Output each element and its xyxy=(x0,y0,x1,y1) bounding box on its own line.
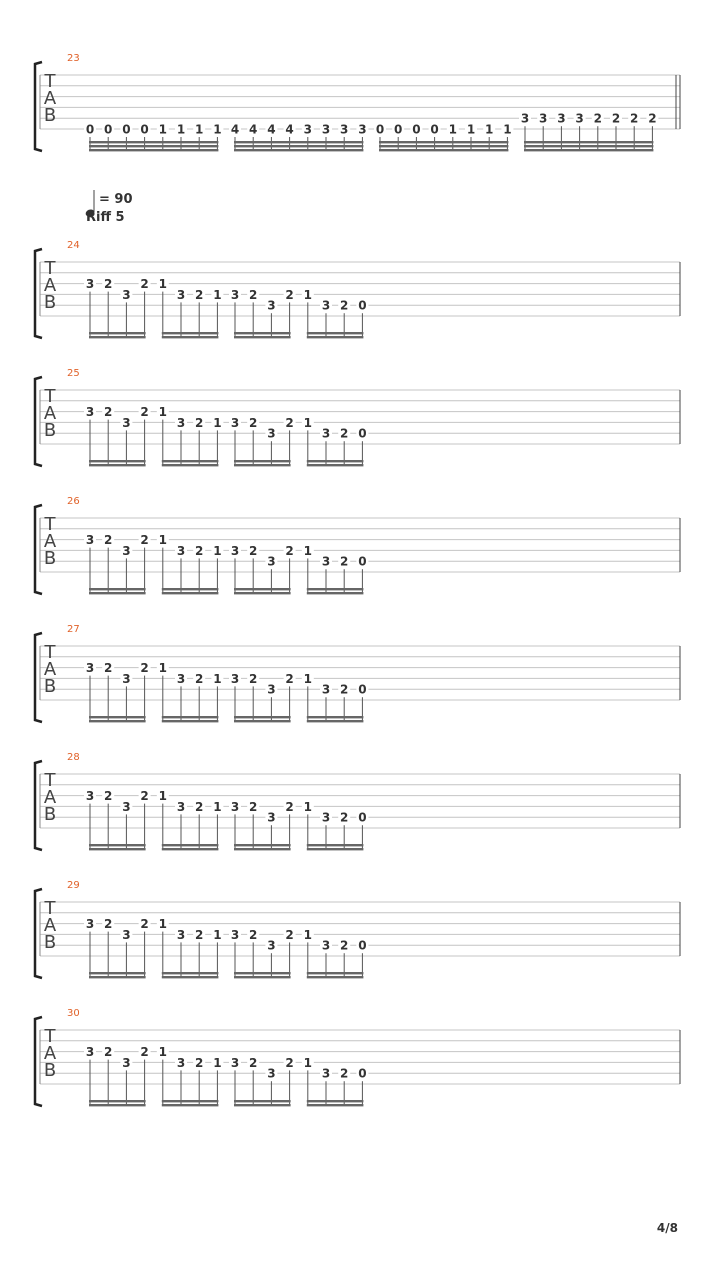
fret-number: 3 xyxy=(267,298,276,313)
fret-number: 2 xyxy=(340,1066,349,1081)
note-beam xyxy=(162,588,219,590)
note-beam xyxy=(234,460,291,462)
fret-number: 3 xyxy=(267,810,276,825)
fret-number: 3 xyxy=(303,122,312,137)
fret-number: 2 xyxy=(195,415,204,430)
note-beam xyxy=(89,592,146,594)
fret-number: 2 xyxy=(285,1055,294,1070)
fret-number: 1 xyxy=(466,122,476,137)
fret-number: 2 xyxy=(104,533,113,548)
note-beam xyxy=(162,976,219,978)
fret-number: 1 xyxy=(158,917,167,932)
note-beam xyxy=(89,972,146,974)
fret-number: 2 xyxy=(340,426,349,441)
fret-number: 4 xyxy=(249,122,258,137)
note-beam xyxy=(234,145,363,147)
tab-clef-letter: A xyxy=(43,787,57,808)
fret-number: 2 xyxy=(104,661,113,676)
note-beam xyxy=(307,332,364,334)
fret-number: 3 xyxy=(176,543,186,558)
note-beam xyxy=(307,720,364,722)
fret-number: 0 xyxy=(358,298,367,313)
note-beam xyxy=(234,1100,291,1102)
note-beam xyxy=(89,716,146,718)
fret-number: 2 xyxy=(140,789,149,804)
fret-number: 2 xyxy=(195,543,204,558)
fret-number: 3 xyxy=(230,671,240,686)
fret-number: 2 xyxy=(104,789,113,804)
fret-number: 1 xyxy=(158,122,167,137)
fret-number: 3 xyxy=(230,927,240,942)
tab-clef-letter: T xyxy=(44,514,56,535)
fret-number: 2 xyxy=(285,543,294,558)
fret-number: 3 xyxy=(122,671,131,686)
fret-number: 0 xyxy=(358,938,367,953)
fret-number: 3 xyxy=(122,927,131,942)
tab-clef-letter: B xyxy=(43,292,57,313)
fret-number: 3 xyxy=(321,810,331,825)
fret-number: 2 xyxy=(611,111,621,126)
fret-number: 0 xyxy=(430,122,439,137)
fret-number: 3 xyxy=(520,111,530,126)
fret-number: 2 xyxy=(648,111,657,126)
fret-number: 2 xyxy=(140,405,149,420)
tab-clef-letter: T xyxy=(44,258,56,279)
fret-number: 2 xyxy=(140,533,149,548)
fret-number: 2 xyxy=(630,111,639,126)
note-beam xyxy=(234,141,363,143)
fret-number: 1 xyxy=(303,287,312,302)
fret-number: 2 xyxy=(249,1055,258,1070)
fret-number: 1 xyxy=(213,122,222,137)
note-beam xyxy=(162,336,219,338)
tab-system xyxy=(35,624,680,722)
tab-clef-letter: A xyxy=(43,915,57,936)
fret-number: 3 xyxy=(122,415,131,430)
fret-number: 3 xyxy=(321,298,331,313)
note-beam xyxy=(89,720,146,722)
fret-number: 2 xyxy=(340,810,349,825)
tab-clef-letter: T xyxy=(44,386,56,407)
note-beam xyxy=(234,844,291,846)
fret-number: 3 xyxy=(340,122,349,137)
note-beam xyxy=(89,149,218,151)
fret-number: 1 xyxy=(213,287,222,302)
fret-number: 1 xyxy=(303,1055,312,1070)
fret-number: 1 xyxy=(213,927,222,942)
fret-number: 1 xyxy=(176,122,186,137)
fret-number: 3 xyxy=(122,543,131,558)
fret-number: 3 xyxy=(557,111,566,126)
note-beam xyxy=(162,1104,219,1106)
fret-number: 1 xyxy=(503,122,512,137)
fret-number: 2 xyxy=(140,1045,149,1060)
tab-clef-letter: A xyxy=(43,275,57,296)
note-beam xyxy=(89,588,146,590)
fret-number: 2 xyxy=(340,938,349,953)
fret-number: 2 xyxy=(140,277,149,292)
fret-number: 1 xyxy=(303,799,312,814)
fret-number: 1 xyxy=(303,543,312,558)
note-beam xyxy=(307,464,364,466)
fret-number: 3 xyxy=(85,1045,95,1060)
note-beam xyxy=(234,976,291,978)
note-beam xyxy=(89,141,218,143)
fret-number: 2 xyxy=(195,287,204,302)
note-beam xyxy=(524,145,653,147)
fret-number: 3 xyxy=(176,671,186,686)
bar-number: 24 xyxy=(67,240,80,251)
fret-number: 3 xyxy=(267,554,276,569)
fret-number: 2 xyxy=(104,405,113,420)
note-beam xyxy=(307,976,364,978)
note-beam xyxy=(162,972,219,974)
fret-number: 2 xyxy=(195,927,204,942)
note-beam xyxy=(234,1104,291,1106)
fret-number: 2 xyxy=(104,277,113,292)
fret-number: 2 xyxy=(249,671,258,686)
note-beam xyxy=(234,332,291,334)
fret-number: 2 xyxy=(340,298,349,313)
note-beam xyxy=(89,844,146,846)
fret-number: 3 xyxy=(85,405,95,420)
fret-number: 0 xyxy=(85,122,95,137)
fret-number: 2 xyxy=(195,799,204,814)
note-beam xyxy=(89,336,146,338)
riff-label: Riff 5 xyxy=(86,210,125,225)
note-beam xyxy=(234,972,291,974)
tab-system xyxy=(35,880,680,978)
fret-number: 3 xyxy=(85,789,95,804)
fret-number: 1 xyxy=(303,927,312,942)
note-beam xyxy=(89,145,218,147)
fret-number: 1 xyxy=(303,415,312,430)
tab-clef-letter: B xyxy=(43,420,57,441)
fret-number: 3 xyxy=(321,938,331,953)
note-beam xyxy=(162,844,219,846)
bar-number: 30 xyxy=(67,1008,80,1019)
fret-number: 0 xyxy=(358,554,367,569)
fret-number: 2 xyxy=(285,415,294,430)
fret-number: 0 xyxy=(358,682,367,697)
note-beam xyxy=(234,336,291,338)
tab-clef-letter: A xyxy=(43,88,57,109)
note-beam xyxy=(234,720,291,722)
fret-number: 2 xyxy=(104,917,113,932)
bar-number: 28 xyxy=(67,752,80,763)
fret-number: 2 xyxy=(340,682,349,697)
note-beam xyxy=(89,460,146,462)
tab-clef-letter: B xyxy=(43,1060,57,1081)
fret-number: 2 xyxy=(593,111,602,126)
note-beam xyxy=(307,592,364,594)
fret-number: 2 xyxy=(104,1045,113,1060)
fret-number: 3 xyxy=(85,277,95,292)
fret-number: 0 xyxy=(122,122,131,137)
bar-number: 23 xyxy=(67,53,80,64)
tab-system xyxy=(35,1008,680,1106)
fret-number: 2 xyxy=(249,287,258,302)
fret-number: 3 xyxy=(85,533,95,548)
fret-number: 1 xyxy=(158,405,167,420)
fret-number: 2 xyxy=(285,671,294,686)
fret-number: 3 xyxy=(176,415,186,430)
note-beam xyxy=(379,145,508,147)
fret-number: 3 xyxy=(321,554,331,569)
fret-number: 3 xyxy=(267,682,276,697)
fret-number: 3 xyxy=(176,1055,186,1070)
fret-number: 1 xyxy=(448,122,457,137)
fret-number: 2 xyxy=(195,671,204,686)
note-beam xyxy=(379,141,508,143)
fret-number: 3 xyxy=(230,1055,240,1070)
fret-number: 0 xyxy=(394,122,403,137)
fret-number: 2 xyxy=(285,927,294,942)
fret-number: 2 xyxy=(285,799,294,814)
note-beam xyxy=(234,588,291,590)
note-beam xyxy=(307,1100,364,1102)
note-beam xyxy=(524,141,653,143)
tab-system xyxy=(35,368,680,466)
fret-number: 2 xyxy=(285,287,294,302)
fret-number: 1 xyxy=(213,543,222,558)
note-beam xyxy=(162,464,219,466)
tab-system xyxy=(35,240,680,338)
fret-number: 3 xyxy=(122,799,131,814)
fret-number: 1 xyxy=(195,122,204,137)
tab-clef-letter: B xyxy=(43,932,57,953)
fret-number: 3 xyxy=(358,122,367,137)
fret-number: 3 xyxy=(85,917,95,932)
fret-number: 3 xyxy=(176,287,186,302)
fret-number: 3 xyxy=(230,543,240,558)
bar-number: 27 xyxy=(67,624,80,635)
fret-number: 0 xyxy=(358,1066,367,1081)
fret-number: 1 xyxy=(213,415,222,430)
note-beam xyxy=(162,848,219,850)
tab-clef-letter: T xyxy=(44,71,56,92)
fret-number: 0 xyxy=(358,426,367,441)
fret-number: 1 xyxy=(213,1055,222,1070)
fret-number: 1 xyxy=(213,671,222,686)
tempo-value: = 90 xyxy=(99,192,133,207)
tab-system xyxy=(35,53,680,151)
tab-clef-letter: T xyxy=(44,1026,56,1047)
tab-clef-letter: B xyxy=(43,676,57,697)
fret-number: 4 xyxy=(230,122,240,137)
fret-number: 0 xyxy=(140,122,149,137)
note-beam xyxy=(307,1104,364,1106)
fret-number: 1 xyxy=(158,661,167,676)
fret-number: 1 xyxy=(303,671,312,686)
bar-number: 29 xyxy=(67,880,80,891)
note-beam xyxy=(89,976,146,978)
fret-number: 3 xyxy=(122,287,131,302)
fret-number: 3 xyxy=(321,1066,331,1081)
fret-number: 3 xyxy=(85,661,95,676)
fret-number: 4 xyxy=(267,122,276,137)
fret-number: 2 xyxy=(249,543,258,558)
note-beam xyxy=(307,716,364,718)
fret-number: 3 xyxy=(267,1066,276,1081)
fret-number: 3 xyxy=(575,111,584,126)
fret-number: 3 xyxy=(267,426,276,441)
note-beam xyxy=(379,149,508,151)
note-beam xyxy=(234,464,291,466)
tab-clef-letter: B xyxy=(43,105,57,126)
fret-number: 3 xyxy=(267,938,276,953)
fret-number: 3 xyxy=(321,682,331,697)
tab-clef-letter: B xyxy=(43,804,57,825)
tab-clef-letter: T xyxy=(44,642,56,663)
note-beam xyxy=(89,464,146,466)
fret-number: 3 xyxy=(230,415,240,430)
fret-number: 1 xyxy=(158,1045,167,1060)
note-beam xyxy=(307,460,364,462)
tab-system xyxy=(35,496,680,594)
fret-number: 1 xyxy=(213,799,222,814)
fret-number: 1 xyxy=(158,533,167,548)
note-beam xyxy=(89,1104,146,1106)
note-beam xyxy=(234,592,291,594)
tab-clef-letter: A xyxy=(43,403,57,424)
note-beam xyxy=(162,332,219,334)
note-beam xyxy=(162,720,219,722)
note-beam xyxy=(89,1100,146,1102)
fret-number: 3 xyxy=(176,927,186,942)
note-beam xyxy=(307,844,364,846)
note-beam xyxy=(89,848,146,850)
fret-number: 1 xyxy=(158,789,167,804)
tab-clef-letter: T xyxy=(44,770,56,791)
fret-number: 1 xyxy=(485,122,494,137)
tab-clef-letter: B xyxy=(43,548,57,569)
tab-clef-letter: T xyxy=(44,898,56,919)
note-beam xyxy=(307,588,364,590)
note-beam xyxy=(234,716,291,718)
fret-number: 2 xyxy=(249,799,258,814)
bar-number: 26 xyxy=(67,496,80,507)
note-beam xyxy=(307,336,364,338)
fret-number: 3 xyxy=(230,287,240,302)
fret-number: 2 xyxy=(195,1055,204,1070)
note-beam xyxy=(89,332,146,334)
fret-number: 0 xyxy=(412,122,421,137)
note-beam xyxy=(162,460,219,462)
tab-clef-letter: A xyxy=(43,659,57,680)
fret-number: 4 xyxy=(285,122,294,137)
fret-number: 2 xyxy=(140,661,149,676)
note-beam xyxy=(162,592,219,594)
note-beam xyxy=(524,149,653,151)
fret-number: 3 xyxy=(321,426,331,441)
note-beam xyxy=(307,848,364,850)
tab-system xyxy=(35,752,680,850)
bar-number: 25 xyxy=(67,368,80,379)
fret-number: 2 xyxy=(249,927,258,942)
fret-number: 3 xyxy=(122,1055,131,1070)
fret-number: 3 xyxy=(176,799,186,814)
fret-number: 0 xyxy=(375,122,385,137)
note-beam xyxy=(162,1100,219,1102)
note-beam xyxy=(234,149,363,151)
fret-number: 0 xyxy=(104,122,113,137)
fret-number: 3 xyxy=(230,799,240,814)
fret-number: 0 xyxy=(358,810,367,825)
fret-number: 2 xyxy=(249,415,258,430)
tab-clef-letter: A xyxy=(43,1043,57,1064)
fret-number: 2 xyxy=(340,554,349,569)
fret-number: 1 xyxy=(158,277,167,292)
note-beam xyxy=(234,848,291,850)
tab-clef-letter: A xyxy=(43,531,57,552)
page-number: 4/8 xyxy=(656,1221,678,1235)
note-beam xyxy=(162,716,219,718)
fret-number: 3 xyxy=(539,111,548,126)
note-beam xyxy=(307,972,364,974)
fret-number: 3 xyxy=(321,122,331,137)
fret-number: 2 xyxy=(140,917,149,932)
